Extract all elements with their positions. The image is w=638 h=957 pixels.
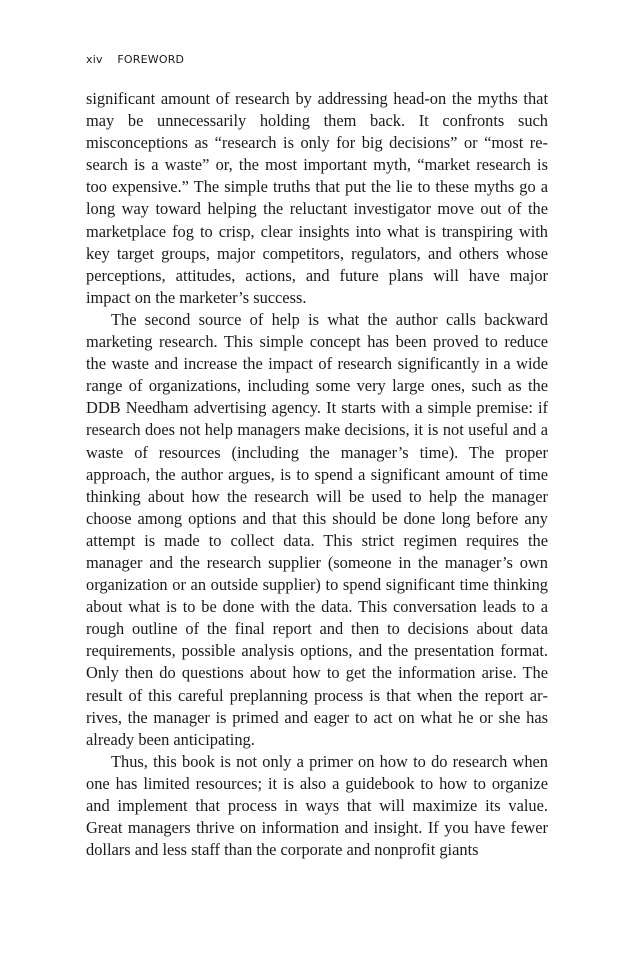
running-head: [86, 53, 184, 66]
paragraph-3: Thus, this book is not only a primer on how to do research when one has limited resources; it is also a guidebook to how to organize and implement that process in ways that will maximize its value. Great managers thrive on information and insight. If you have fewer dollars and less staff than the corporate and nonprofit giants: [86, 751, 548, 860]
section-title: FOREWORD: [117, 53, 185, 66]
paragraph-2: The second source of help is what the author calls backward marketing research. This simple concept has been proved to reduce the waste and increase the impact of research significantly in a wide range of organizations, including some very large ones, such as the DDB Needham advertising agency. It starts with a simple premise: if research does not help managers make decisions, it is not useful and a waste of resources (including the manager’s time). The proper approach, the author argues, is to spend a significant amount of time thinking about how the research will be used to help the manager choose among options and that this should be done long before any attempt is made to collect data. This strict regimen requires the manager and the research supplier (someone in the manager’s own organization or an outside supplier) to spend significant time thinking about what is to be done with the data. This conversation leads to a rough outline of the final report and then to decisions about data requirements, possible analysis options, and the presentation format. Only then do questions about how to get the information arise. The result of this careful preplanning process is that when the report arrives, the manager is primed and eager to act on what he or she has already been anticipating.: [86, 309, 548, 749]
body-text: [86, 88, 548, 861]
page-number: xiv: [86, 53, 103, 66]
paragraph-1: significant amount of research by addressing head-on the myths that may be unnecessarily holding them back. It confronts such misconceptions as “research is only for big decisions” or “most research is a waste” or, the most important myth, “market research is too expensive.” The simple truths that put the lie to these myths go a long way toward helping the reluctant investigator move out of the marketplace fog to crisp, clear insights into what is transpiring with key target groups, major competitors, regulators, and others whose perceptions, attitudes, actions, and future plans will have major impact on the marketer’s success.: [86, 89, 548, 307]
